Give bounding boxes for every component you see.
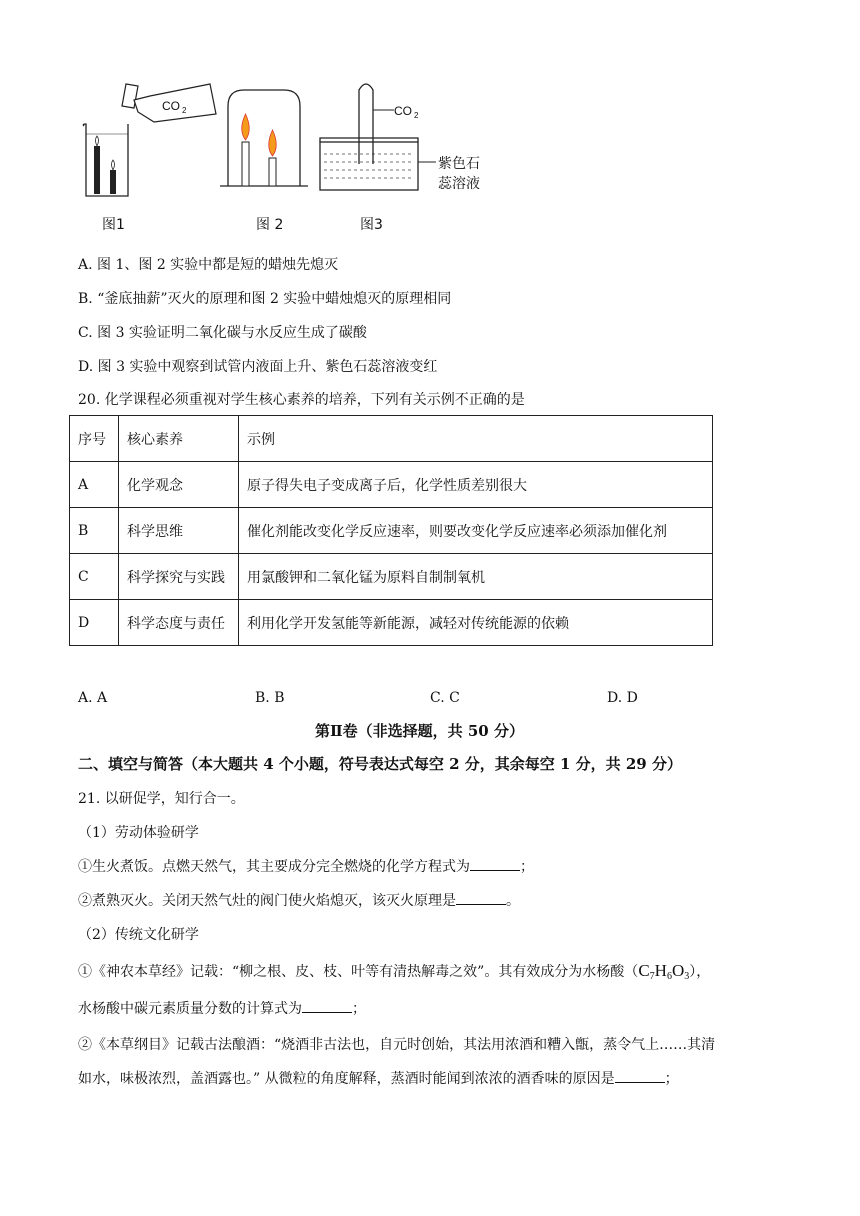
table-cell: 利用化学开发氢能等新能源，减轻对传统能源的依赖	[239, 600, 713, 646]
table-cell: 核心素养	[119, 416, 239, 462]
test-tube	[359, 84, 373, 164]
q19-option-a: A. 图 1、图 2 实验中都是短的蜡烛先熄灭	[78, 257, 339, 273]
q21-item2: ②煮熟灭火。关闭天然气灶的阀门使火焰熄灭，该灭火原理是 。	[78, 893, 520, 909]
table-row	[70, 508, 713, 554]
q20-answer-b: B. B	[255, 690, 285, 706]
q21-sub2: （2）传统文化研学	[78, 927, 199, 943]
figure-3-caption: 图3	[360, 217, 383, 233]
q21-item3-line2: 水杨酸中碳元素质量分数的计算式为 ；	[78, 1001, 366, 1017]
table-cell: 化学观念	[119, 462, 239, 508]
table-header-row	[70, 416, 713, 462]
svg-text:2: 2	[182, 106, 187, 115]
svg-text:2: 2	[414, 111, 419, 120]
answer-blank[interactable]	[470, 858, 520, 871]
q19-option-d: D. 图 3 实验中观察到试管内液面上升、紫色石蕊溶液变红	[78, 359, 438, 375]
table-cell: 催化剂能改变化学反应速率，则要改变化学反应速率必须添加催化剂	[239, 508, 713, 554]
q20-table	[69, 415, 713, 646]
q19-option-c: C. 图 3 实验证明二氧化碳与水反应生成了碳酸	[78, 325, 367, 341]
table-cell: 用氯酸钾和二氧化锰为原料自制制氧机	[239, 554, 713, 600]
section2-title: 二、填空与简答（本大题共 4 个小题，符号表达式每空 2 分，其余每空 1 分，共 29 分）	[78, 755, 682, 773]
table-row	[70, 600, 713, 646]
flame-short	[269, 130, 277, 156]
table-cell: C	[70, 554, 119, 600]
table-cell: 科学思维	[119, 508, 239, 554]
table-cell: 序号	[70, 416, 119, 462]
q21-stem: 21. 以研促学，知行合一。	[78, 791, 245, 807]
tall-candle	[94, 146, 100, 194]
figure-1-caption: 图1	[102, 217, 125, 233]
table-cell: 科学探究与实践	[119, 554, 239, 600]
table-cell: 原子得失电子变成离子后，化学性质差别很大	[239, 462, 713, 508]
salicylic-acid-formula: $C_7H_6O_3$	[638, 961, 690, 982]
co2-label-fig1: CO	[162, 99, 180, 113]
q21-item4-line1: ②《本草纲目》记载古法酿酒：“烧酒非古法也，自元时创始，其法用浓酒和糟入甑，蒸令气上……其清	[78, 1037, 716, 1053]
answer-blank[interactable]	[615, 1070, 665, 1083]
q20-answer-c: C. C	[430, 690, 460, 706]
litmus-label-line1: 紫色石	[438, 156, 480, 172]
litmus-label-line2: 蕊溶液	[438, 176, 480, 192]
figure-3-trough	[320, 138, 418, 190]
answer-blank[interactable]	[456, 892, 506, 905]
answer-blank[interactable]	[302, 1000, 352, 1013]
table-cell: B	[70, 508, 119, 554]
q19-option-b: B. “釜底抽薪”灭火的原理和图 2 实验中蜡烛熄灭的原理相同	[78, 291, 452, 307]
q21-item3-line1: ①《神农本草经》记载：“柳之根、皮、枝、叶等有清热解毒之效”。其有效成分为水杨酸$(C_7H_6O_3)$，	[78, 961, 711, 982]
part2-title: 第Ⅱ卷（非选择题，共 50 分）	[315, 722, 524, 740]
q21-item4-line2: 如水，味极浓烈，盖酒露也。” 从微粒的角度解释，蒸酒时能闻到浓浓的酒香味的原因是 ；	[78, 1071, 679, 1087]
table-cell: A	[70, 462, 119, 508]
q20-answer-d: D. D	[607, 690, 638, 706]
table-cell: 示例	[239, 416, 713, 462]
q21-sub1: （1）劳动体验研学	[78, 825, 199, 841]
figures-illustration	[70, 78, 510, 243]
co2-label-fig3: CO	[394, 104, 412, 118]
table-row	[70, 554, 713, 600]
figure-2-bell-jar	[220, 90, 308, 186]
q20-answer-a: A. A	[78, 690, 108, 706]
figure-1-beaker	[83, 124, 128, 196]
flame-tall	[242, 114, 250, 140]
figure-2-caption: 图 2	[256, 217, 284, 233]
table-cell: 科学态度与责任	[119, 600, 239, 646]
q21-item1: ①生火煮饭。点燃天然气，其主要成分完全燃烧的化学方程式为 ；	[78, 859, 534, 875]
table-row	[70, 462, 713, 508]
q20-stem: 20. 化学课程必须重视对学生核心素养的培养，下列有关示例不正确的是	[78, 392, 525, 408]
short-candle	[110, 170, 116, 194]
table-cell: D	[70, 600, 119, 646]
